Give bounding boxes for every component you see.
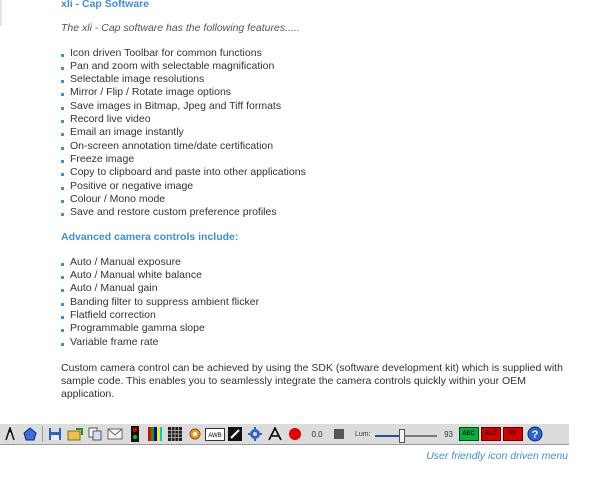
list-item: Positive or negative image xyxy=(61,180,581,193)
lum-slider-fill xyxy=(375,435,403,437)
list-item: Auto / Manual gain xyxy=(61,282,581,295)
left-rule xyxy=(0,0,2,26)
toolbar-caption: User friendly icon driven menu xyxy=(426,450,568,462)
list-item: Email an image instantly xyxy=(61,126,581,139)
list-item: Auto / Manual white balance xyxy=(61,269,581,282)
advanced-heading: Advanced camera controls include: xyxy=(61,231,239,244)
awb-icon[interactable] xyxy=(205,425,225,443)
content xyxy=(61,0,581,402)
list-item: Copy to clipboard and paste into other applications xyxy=(61,166,581,179)
feature-list xyxy=(61,47,581,220)
aec-button[interactable]: AEC xyxy=(459,427,479,441)
grid-icon[interactable] xyxy=(165,425,185,443)
toolbar-separator xyxy=(42,426,43,442)
list-item: Flatfield correction xyxy=(61,309,581,322)
toolbar xyxy=(0,423,569,445)
copy-icon[interactable] xyxy=(85,425,105,443)
custom-paragraph: Custom camera control can be achieved by using the SDK (software development kit) which is supplied with sample code. This enables you to seamlessly integrate the camera controls quickly within your OEM application. xyxy=(61,361,563,401)
settings-icon[interactable] xyxy=(185,425,205,443)
advanced-list xyxy=(61,256,581,349)
list-item: Banding filter to suppress ambient flicker xyxy=(61,296,581,309)
traffic-light-icon[interactable] xyxy=(125,425,145,443)
list-item: Auto / Manual exposure xyxy=(61,256,581,269)
lum-slider-thumb[interactable] xyxy=(399,429,405,443)
pointer-icon[interactable] xyxy=(0,425,20,443)
list-item: Icon driven Toolbar for common functions xyxy=(61,47,581,60)
svg-text:AWB: AWB xyxy=(208,432,222,439)
list-item: Variable frame rate xyxy=(61,336,581,349)
flip-icon[interactable] xyxy=(225,425,245,443)
list-item: Colour / Mono mode xyxy=(61,193,581,206)
gear-icon[interactable] xyxy=(245,425,265,443)
list-item: Selectable image resolutions xyxy=(61,73,581,86)
stop-icon[interactable] xyxy=(329,425,349,443)
alc-button[interactable]: ALC xyxy=(481,427,501,441)
help-icon[interactable] xyxy=(525,425,545,443)
lum-slider[interactable] xyxy=(375,427,437,441)
list-item: Save images in Bitmap, Jpeg and Tiff formats xyxy=(61,100,581,113)
intro-text: The xli - Cap software has the following features..... xyxy=(61,22,300,35)
record-icon[interactable] xyxy=(285,425,305,443)
shape-icon[interactable] xyxy=(20,425,40,443)
lum-value: 93 xyxy=(444,429,454,439)
zoom-value: 0.0 xyxy=(311,429,323,439)
open-icon[interactable] xyxy=(65,425,85,443)
list-item: Mirror / Flip / Rotate image options xyxy=(61,86,581,99)
list-item: Freeze image xyxy=(61,153,581,166)
list-item: On-screen annotation time/date certification xyxy=(61,140,581,153)
email-icon[interactable] xyxy=(105,425,125,443)
list-item: Pan and zoom with selectable magnification xyxy=(61,60,581,73)
text-icon[interactable] xyxy=(265,425,285,443)
list-item: Record live video xyxy=(61,113,581,126)
save-icon[interactable] xyxy=(45,425,65,443)
lum-label: Lum: xyxy=(355,430,371,438)
svg-text:?: ? xyxy=(531,429,538,441)
list-item: Save and restore custom preference profiles xyxy=(61,206,581,219)
list-item: Programmable gamma slope xyxy=(61,322,581,335)
ff-button[interactable]: FF xyxy=(503,427,523,441)
page-title: xli - Cap Software xyxy=(61,0,150,10)
color-bars-icon[interactable] xyxy=(145,425,165,443)
